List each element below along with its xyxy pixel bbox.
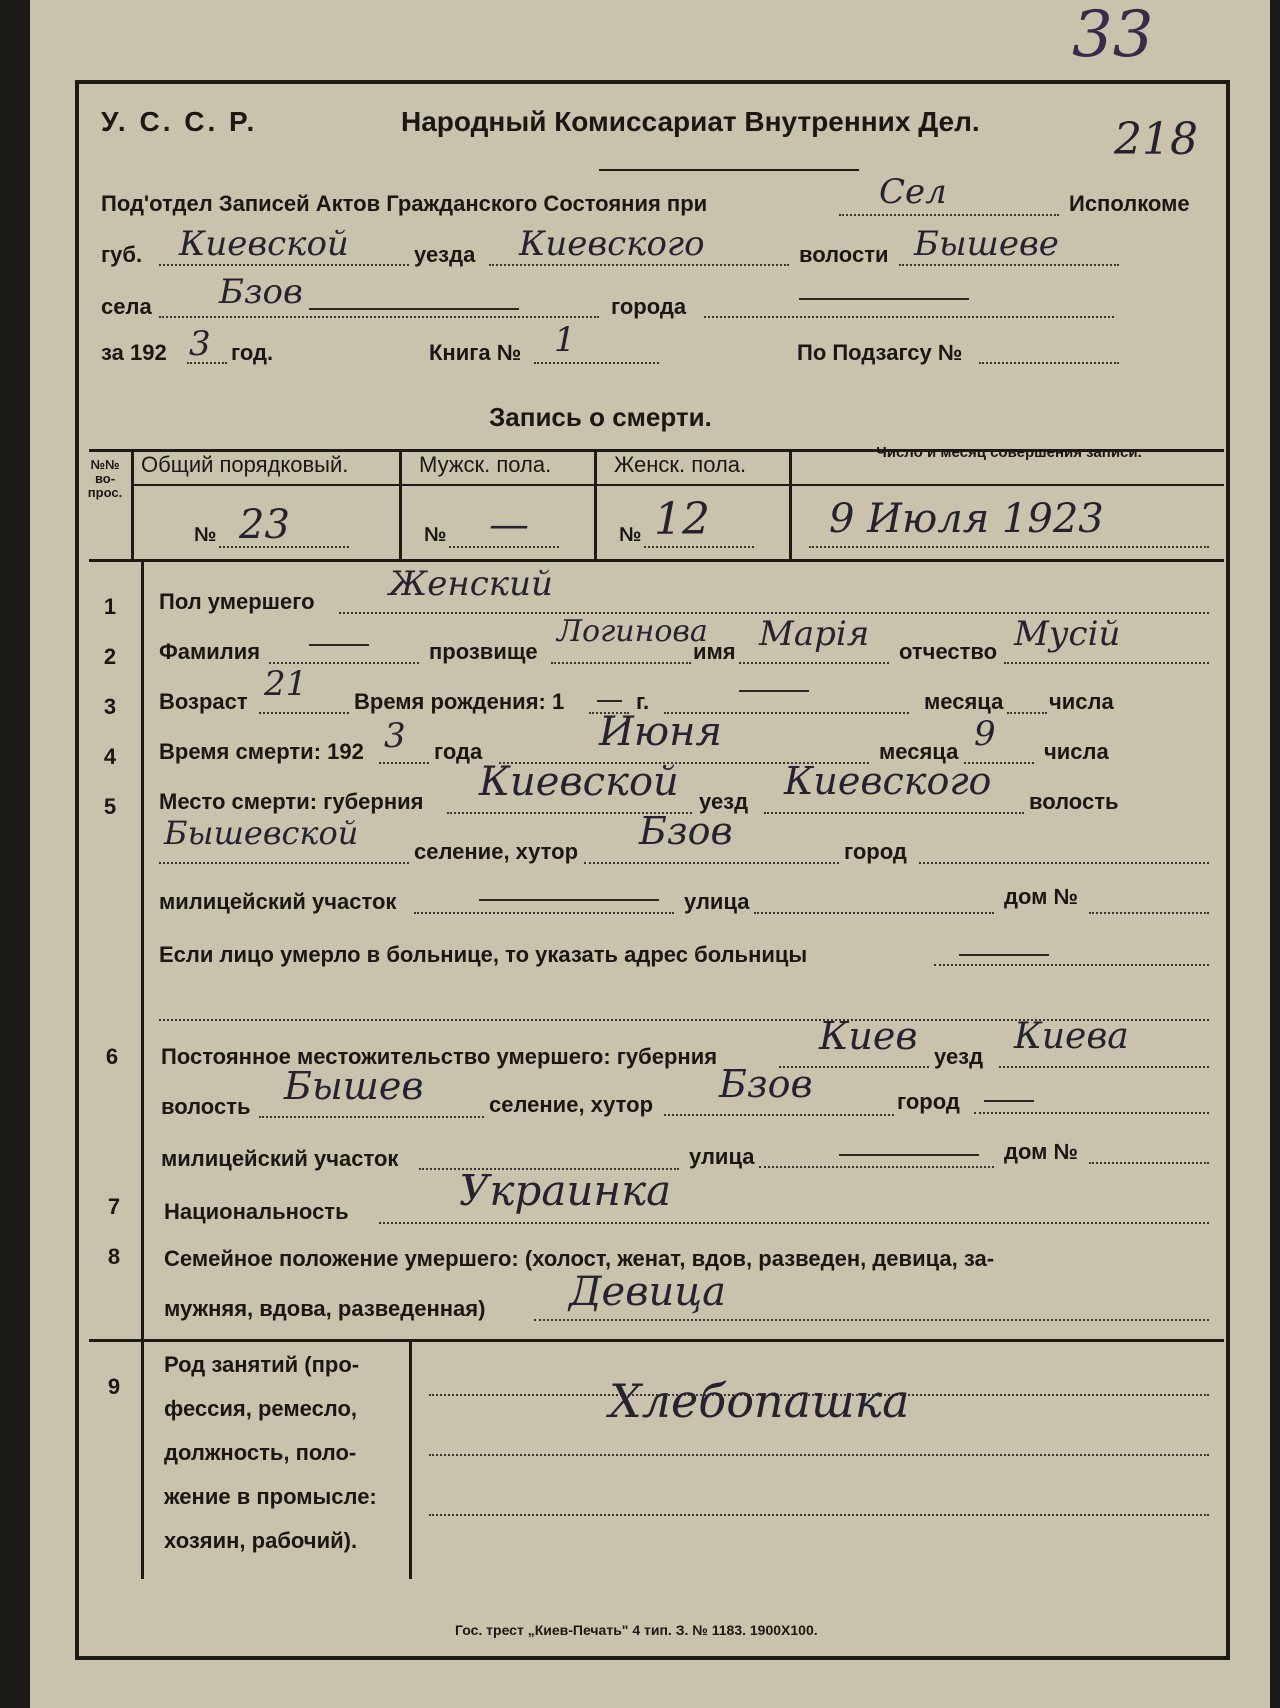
ispolkom-label: Исполкоме bbox=[1069, 191, 1190, 216]
nickname-line bbox=[551, 662, 691, 664]
nickname-value: Логинова bbox=[557, 614, 708, 649]
nationality-value: Украинка bbox=[459, 1166, 672, 1215]
place-uezd-word: уезд bbox=[699, 789, 749, 814]
gorod-dash bbox=[799, 298, 969, 300]
state-label: У. С. С. Р. bbox=[101, 106, 258, 137]
hospital-line bbox=[934, 964, 1209, 966]
general-no: № bbox=[194, 524, 217, 546]
death-day-label: числа bbox=[1044, 739, 1109, 764]
gub-label: губ. bbox=[101, 242, 143, 267]
militia-line bbox=[414, 912, 674, 914]
nationality-label: Национальность bbox=[164, 1199, 349, 1224]
residence-label: Постоянное местожительство умершего: губерния bbox=[161, 1044, 718, 1069]
occupation-line-2 bbox=[429, 1454, 1209, 1456]
place-settlement-line bbox=[584, 862, 839, 864]
marital-label-line2: мужняя, вдова, разведенная) bbox=[164, 1296, 486, 1321]
general-value: 23 bbox=[239, 502, 290, 548]
marital-line bbox=[534, 1319, 1209, 1321]
residence-city-line bbox=[974, 1112, 1209, 1114]
book-value: 1 bbox=[554, 320, 576, 360]
residence-house-label: дом № bbox=[1004, 1139, 1079, 1164]
age-label: Возраст bbox=[159, 689, 248, 714]
militia-dash bbox=[479, 899, 659, 901]
death-month: Июня bbox=[599, 709, 722, 755]
table-col-2 bbox=[399, 449, 402, 559]
q7-number: 7 bbox=[107, 1194, 121, 1219]
place-uezd-line bbox=[764, 812, 1024, 814]
selo-line bbox=[159, 316, 599, 318]
uezd-line bbox=[489, 264, 789, 266]
death-label: Время смерти: 192 bbox=[159, 739, 364, 764]
occupation-label-divider bbox=[409, 1339, 412, 1579]
age-value: 21 bbox=[264, 664, 308, 704]
qnum-divider bbox=[141, 559, 144, 1339]
col-male: Мужск. пола. bbox=[419, 452, 552, 477]
place-volost: Бышевской bbox=[164, 814, 359, 852]
residence-volost-label: волость bbox=[161, 1094, 251, 1119]
selo-label: села bbox=[101, 294, 152, 319]
gub-line bbox=[159, 264, 409, 266]
printer-footer: Гос. трест „Киев-Печать" 4 тип. З. № 1183. 1900Х100. bbox=[455, 1622, 818, 1638]
volost-value: Бышеве bbox=[914, 224, 1059, 264]
occupation-label-2: фессия, ремесло, bbox=[164, 1396, 358, 1421]
marital-label-line1: Семейное положение умершего: (холост, женат, вдов, разведен, девица, за- bbox=[164, 1246, 995, 1271]
birth-month-label: месяца bbox=[924, 689, 1004, 714]
header-rule bbox=[599, 169, 859, 171]
death-year-word: года bbox=[434, 739, 483, 764]
death-year: 3 bbox=[384, 716, 406, 756]
militia-label: милицейский участок bbox=[159, 889, 397, 914]
gorod-line bbox=[704, 316, 1114, 318]
uezd-label: уезда bbox=[414, 242, 476, 267]
ministry-title: Народный Комиссариат Внутренних Дел. bbox=[401, 106, 980, 137]
birth-label: Время рождения: 1 bbox=[354, 689, 565, 714]
death-record-form bbox=[75, 80, 1230, 1660]
residence-settlement: Бзов bbox=[719, 1062, 813, 1106]
col-qnum: №№ во-прос. bbox=[87, 457, 123, 500]
q5-number: 5 bbox=[103, 794, 117, 819]
name-label: имя bbox=[693, 639, 736, 664]
q4-number: 4 bbox=[103, 744, 117, 769]
residence-uezd: Киева bbox=[1014, 1016, 1129, 1057]
patronymic-label: отчество bbox=[899, 639, 998, 664]
sex-value: Женский bbox=[389, 564, 553, 604]
age-line bbox=[259, 712, 349, 714]
table-col-1 bbox=[131, 449, 134, 559]
patronymic-value: Мусій bbox=[1014, 614, 1121, 654]
female-no: № bbox=[619, 524, 642, 546]
residence-city-word: город bbox=[897, 1089, 960, 1114]
place-city-word: город bbox=[844, 839, 907, 864]
place-volost-word: волость bbox=[1029, 789, 1119, 814]
place-gub: Киевской bbox=[479, 759, 679, 805]
birth-g: г. bbox=[636, 689, 650, 714]
occupation-label-1: Род занятий (про- bbox=[164, 1352, 360, 1377]
death-month-label: месяца bbox=[879, 739, 959, 764]
place-city-line bbox=[919, 862, 1209, 864]
q3-number: 3 bbox=[103, 694, 117, 719]
patronymic-line bbox=[1004, 662, 1209, 664]
birth-year-dash bbox=[597, 700, 622, 702]
place-settlement: Бзов bbox=[639, 809, 733, 853]
place-volost-line bbox=[159, 862, 409, 864]
house-line bbox=[1089, 912, 1209, 914]
q1-number: 1 bbox=[103, 594, 117, 619]
sex-label: Пол умершего bbox=[159, 589, 315, 614]
street-line bbox=[754, 912, 994, 914]
q8-number: 8 bbox=[107, 1244, 121, 1269]
occupation-qnum-divider bbox=[141, 1339, 144, 1579]
volost-label: волости bbox=[799, 242, 889, 267]
occupation-label-4: жение в промысле: bbox=[164, 1484, 377, 1509]
date-line bbox=[809, 546, 1209, 548]
birth-day-line bbox=[1007, 712, 1047, 714]
occupation-label-5: хозяин, рабочий). bbox=[164, 1528, 358, 1553]
death-year-line bbox=[379, 762, 429, 764]
residence-volost: Бышев bbox=[284, 1064, 424, 1108]
female-value: 12 bbox=[654, 494, 710, 545]
residence-city-dash bbox=[984, 1100, 1034, 1102]
gub-value: Киевской bbox=[179, 224, 349, 264]
q2-number: 2 bbox=[103, 644, 117, 669]
subdept-line bbox=[839, 214, 1059, 216]
residence-street-line bbox=[759, 1166, 994, 1168]
year-suffix: год. bbox=[231, 340, 274, 365]
table-col-3 bbox=[594, 449, 597, 559]
occupation-value: Хлебопашка bbox=[609, 1374, 910, 1428]
surname-label: Фамилия bbox=[159, 639, 261, 664]
hospital-label: Если лицо умерло в больнице, то указать адрес больницы bbox=[159, 942, 808, 967]
page-number: 33 bbox=[1072, 0, 1154, 72]
male-no: № bbox=[424, 524, 447, 546]
selo-dash bbox=[309, 308, 519, 310]
table-col-4 bbox=[789, 449, 792, 559]
table-bottom-rule bbox=[89, 559, 1224, 562]
q6-number: 6 bbox=[105, 1044, 119, 1069]
subdept-value: Сел bbox=[879, 172, 947, 212]
female-line bbox=[644, 546, 754, 548]
occupation-line-3 bbox=[429, 1514, 1209, 1516]
record-number: 218 bbox=[1114, 114, 1198, 165]
book-line bbox=[534, 362, 659, 364]
birth-month-dash bbox=[739, 690, 809, 692]
col-general: Общий порядковый. bbox=[141, 452, 349, 477]
gorod-label: города bbox=[611, 294, 687, 319]
residence-street-dash bbox=[839, 1154, 979, 1156]
form-title: Запись о смерти. bbox=[489, 402, 712, 432]
occupation-top-rule bbox=[89, 1339, 1224, 1342]
year-label: за 192 bbox=[101, 340, 167, 365]
residence-settlement-label: селение, хутор bbox=[489, 1092, 654, 1117]
residence-militia-label: милицейский участок bbox=[161, 1146, 399, 1171]
place-settlement-label: селение, хутор bbox=[414, 839, 579, 864]
col-female: Женск. пола. bbox=[614, 452, 747, 477]
nickname-label: прозвище bbox=[429, 639, 538, 664]
q9-number: 9 bbox=[107, 1374, 121, 1399]
street-word: улица bbox=[684, 889, 750, 914]
podzags-label: По Подзагсу № bbox=[797, 340, 963, 365]
date-value: 9 Июля 1923 bbox=[829, 496, 1104, 542]
uezd-value: Киевского bbox=[519, 224, 705, 264]
place-label: Место смерти: губерния bbox=[159, 789, 424, 814]
residence-gub: Киев bbox=[819, 1014, 918, 1058]
col-date: Число и месяц совершения записи. bbox=[876, 444, 1142, 461]
occupation-label-3: должность, поло- bbox=[164, 1440, 357, 1465]
selo-value: Бзов bbox=[219, 272, 303, 312]
surname-dash bbox=[309, 644, 369, 646]
name-value: Марія bbox=[759, 614, 870, 654]
podzags-line bbox=[979, 362, 1119, 364]
volost-line bbox=[899, 264, 1119, 266]
male-value: — bbox=[489, 502, 529, 548]
residence-uezd-line bbox=[999, 1066, 1209, 1068]
residence-uezd-word: уезд bbox=[934, 1044, 984, 1069]
house-label: дом № bbox=[1004, 884, 1079, 909]
residence-volost-line bbox=[259, 1116, 484, 1118]
residence-settlement-line bbox=[664, 1114, 894, 1116]
residence-house-line bbox=[1089, 1162, 1209, 1164]
subdept-label: Под'отдел Записей Актов Гражданского Состояния при bbox=[101, 191, 708, 216]
name-line bbox=[739, 662, 889, 664]
book-label: Книга № bbox=[429, 340, 522, 365]
nationality-line bbox=[379, 1222, 1209, 1224]
birth-day-label: числа bbox=[1049, 689, 1114, 714]
marital-value: Девица bbox=[569, 1269, 726, 1315]
residence-street-word: улица bbox=[689, 1144, 755, 1169]
hospital-dash bbox=[959, 954, 1049, 956]
table-header-rule bbox=[131, 484, 1224, 486]
death-day: 9 bbox=[974, 714, 996, 754]
year-value: 3 bbox=[189, 324, 211, 364]
place-uezd: Киевского bbox=[784, 759, 992, 803]
